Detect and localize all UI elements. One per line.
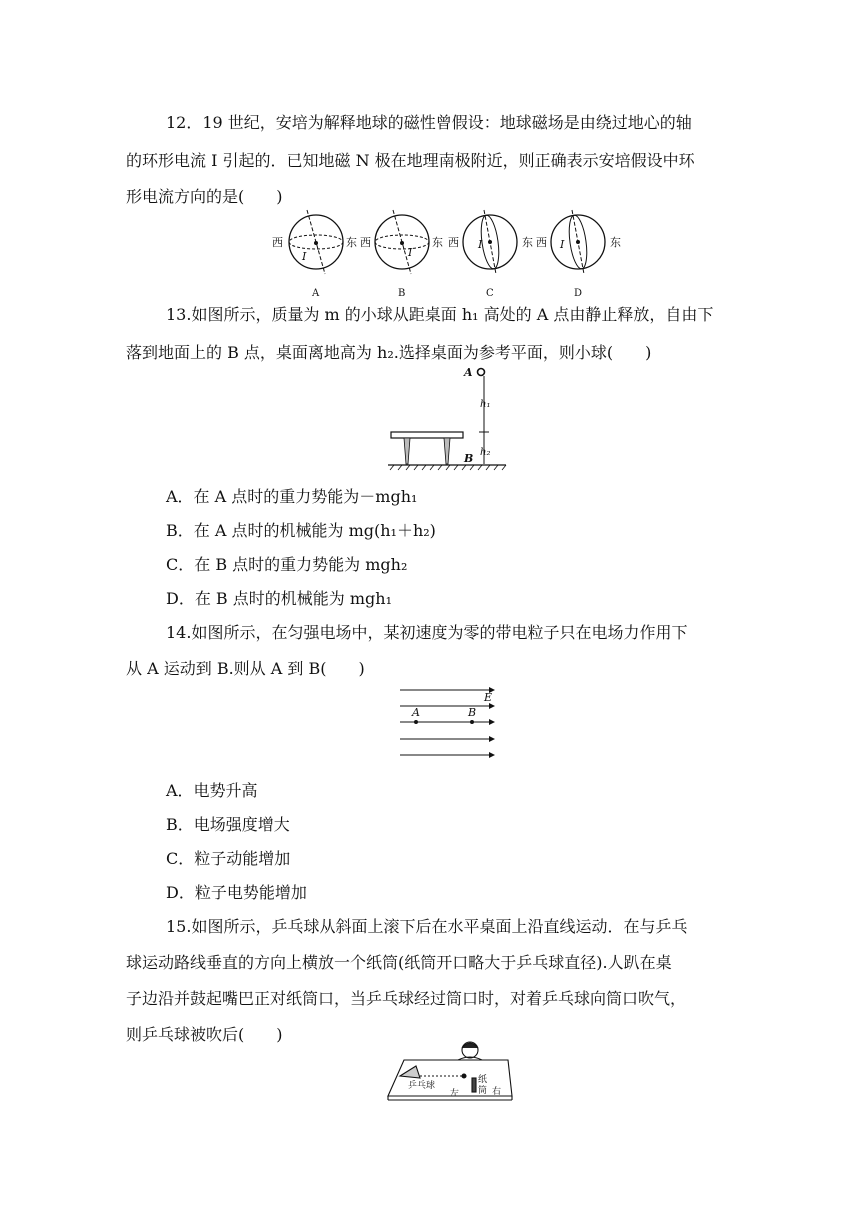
q12-figure bbox=[256, 206, 626, 302]
point-a-label: A bbox=[412, 706, 420, 719]
q13-text-line1: 13.如图所示，质量为 m 的小球从距桌面 h₁ 高处的 A 点由静止释放，自由下 bbox=[166, 305, 714, 324]
current-label: I bbox=[560, 238, 565, 251]
q14-option-a: A．电势升高 bbox=[166, 781, 258, 800]
tube-label-2: 筒 bbox=[478, 1086, 488, 1096]
tube-label-1: 纸 bbox=[478, 1075, 488, 1085]
q15-text-line2: 球运动路线垂直的方向上横放一个纸筒(纸筒开口略大于乒乓球直径).人趴在桌 bbox=[126, 953, 672, 972]
point-b-label: B bbox=[464, 452, 474, 465]
q13-option-d: D．在 B 点时的机械能为 mgh₁ bbox=[166, 589, 392, 608]
q15-text-line1: 15.如图所示，乒乓球从斜面上滚下后在水平桌面上沿直线运动．在与乒乓 bbox=[166, 917, 688, 936]
q12-text-line2: 的环形电流 I 引起的．已知地磁 N 极在地理南极附近，则正确表示安培假设中环 bbox=[126, 151, 695, 170]
globe-b bbox=[360, 210, 443, 299]
east-label: 东 bbox=[522, 236, 533, 249]
ball-icon bbox=[478, 369, 485, 376]
q13-figure bbox=[386, 362, 516, 472]
point-a-label: A bbox=[464, 366, 473, 379]
option-label-a: A bbox=[312, 288, 320, 299]
table-top bbox=[391, 432, 463, 438]
point-a-dot bbox=[414, 720, 418, 724]
h2-label: h₂ bbox=[480, 447, 491, 458]
q12-text-line3: 形电流方向的是( ) bbox=[126, 187, 283, 206]
q13-option-a: A．在 A 点时的重力势能为－mgh₁ bbox=[166, 487, 418, 506]
option-label-b: B bbox=[398, 288, 406, 299]
right-label: 右 bbox=[492, 1087, 502, 1097]
east-label: 东 bbox=[432, 236, 443, 249]
q12-text-line1: 12．19 世纪，安培为解释地球的磁性曾假设：地球磁场是由绕过地心的轴 bbox=[166, 113, 692, 132]
field-label: E bbox=[484, 691, 493, 704]
globe-a bbox=[272, 210, 357, 299]
ball-label: 乒乓球 bbox=[408, 1081, 436, 1091]
q14-option-d: D．粒子电势能增加 bbox=[166, 883, 307, 902]
option-label-d: D bbox=[574, 288, 583, 299]
west-label: 西 bbox=[448, 236, 459, 249]
current-label: I bbox=[478, 238, 483, 251]
point-b-dot bbox=[470, 720, 474, 724]
q14-option-b: B．电场强度增大 bbox=[166, 815, 290, 834]
q14-figure bbox=[396, 684, 500, 764]
q14-option-c: C．粒子动能增加 bbox=[166, 849, 291, 868]
left-label: 左 bbox=[450, 1089, 460, 1099]
q15-text-line4: 则乒乓球被吹后( ) bbox=[126, 1025, 283, 1044]
q13-option-c: C．在 B 点时的重力势能为 mgh₂ bbox=[166, 555, 408, 574]
q15-text-line3: 子边沿并鼓起嘴巴正对纸筒口，当乒乓球经过筒口时，对着乒乓球向筒口吹气， bbox=[126, 989, 687, 1008]
west-label: 西 bbox=[536, 236, 547, 249]
point-b-label: B bbox=[468, 706, 477, 719]
current-label: I bbox=[302, 250, 307, 263]
globe-c bbox=[448, 210, 533, 299]
q14-text-line2: 从 A 运动到 B.则从 A 到 B( ) bbox=[126, 659, 365, 678]
east-label: 东 bbox=[346, 236, 357, 249]
west-label: 西 bbox=[360, 236, 371, 249]
q15-figure bbox=[386, 1038, 518, 1102]
q13-option-b: B．在 A 点时的机械能为 mg(h₁＋h₂) bbox=[166, 521, 436, 540]
q14-text-line1: 14.如图所示，在匀强电场中，某初速度为零的带电粒子只在电场力作用下 bbox=[166, 623, 688, 642]
h1-label: h₁ bbox=[480, 399, 491, 410]
q13-text-line2: 落到地面上的 B 点，桌面离地高为 h₂.选择桌面为参考平面，则小球( ) bbox=[126, 343, 652, 362]
globe-d bbox=[536, 210, 621, 299]
west-label: 西 bbox=[272, 236, 283, 249]
east-label: 东 bbox=[610, 236, 621, 249]
option-label-c: C bbox=[486, 288, 494, 299]
current-label: I bbox=[408, 246, 413, 259]
